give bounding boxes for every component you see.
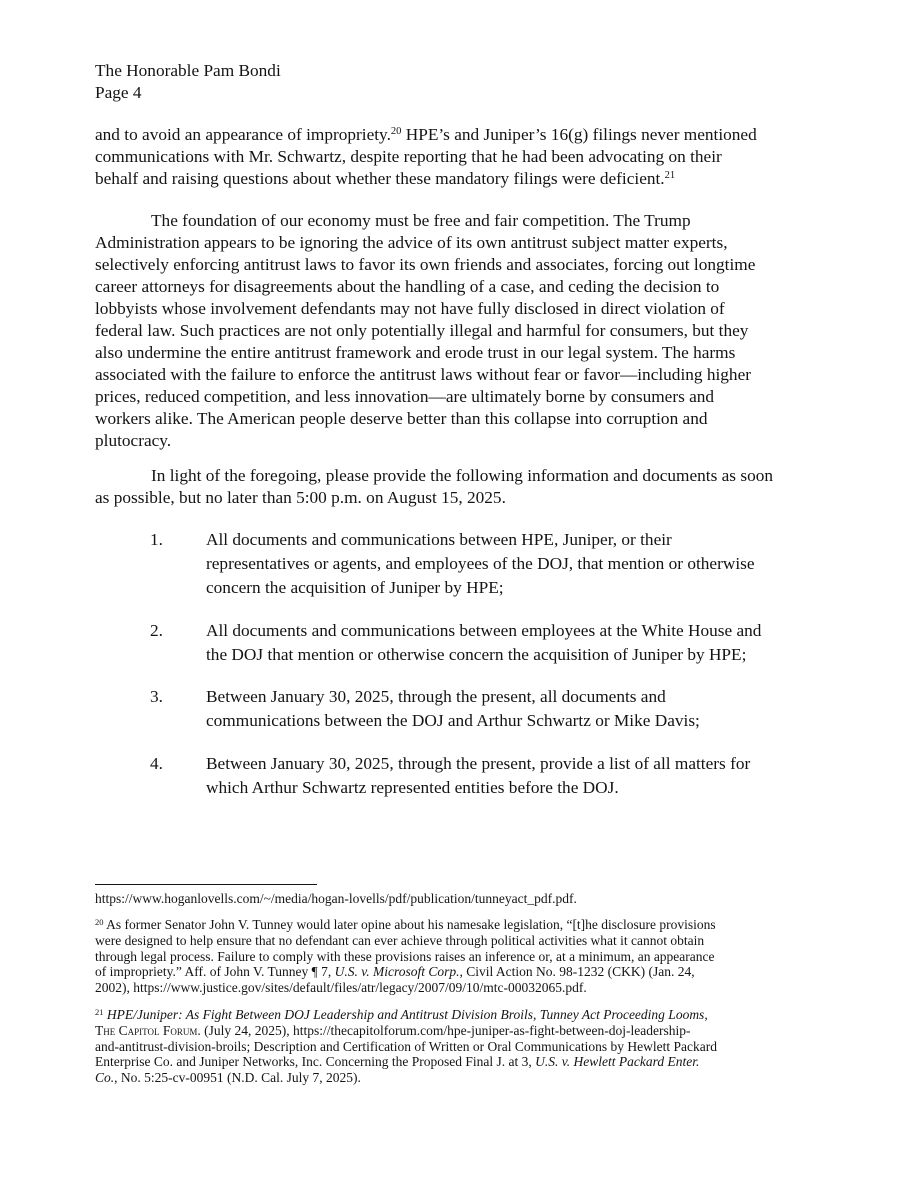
footnote-separator [95, 884, 317, 885]
case-citation: U.S. v. Hewlett Packard Enter. [535, 1054, 700, 1070]
paragraph-competition [95, 210, 825, 452]
footnote-21 [95, 1007, 717, 1086]
text-line: workers alike. The American people deserve better than this collapse into corruption and [95, 409, 708, 428]
request-text [206, 619, 761, 667]
text-segment: , [704, 1007, 708, 1022]
request-number: 2. [150, 621, 163, 640]
request-number: 4. [150, 754, 163, 773]
footnote-20 [95, 917, 716, 996]
paragraph-request-intro [95, 465, 825, 509]
request-text [206, 528, 755, 600]
paragraph-continuation [95, 124, 825, 190]
text-line: The foundation of our economy must be free and fair competition. The Trump [151, 211, 691, 230]
text-segment: . (July 24, 2025), https://thecapitolforum.com/hpe-juniper-as-fight-between-doj-leadership- [197, 1022, 691, 1038]
text-segment: Civil Action No. 98-1232 (CKK) (Jan. 24, [462, 964, 695, 980]
footnote-line: were designed to help ensure that no defendant can ever achieve through political activities what it cannot obtain [95, 932, 705, 948]
text-line: Between January 30, 2025, through the present, all documents and [206, 687, 666, 706]
text-line: the DOJ that mention or otherwise concern the acquisition of Juniper by HPE; [206, 645, 747, 664]
footnote-line [95, 1054, 717, 1070]
footnote-line [95, 1007, 717, 1023]
article-title: HPE/Juniper: As Fight Between DOJ Leadership and Antitrust Division Broils, Tunney Act Proceeding Looms [103, 1007, 705, 1022]
text-segment: As former Senator John V. Tunney would later opine about his namesake legislation, “[t]he disclosure provisions [103, 917, 716, 932]
text-line: associated with the failure to enforce the antitrust laws without fear or favor—including higher [95, 365, 751, 384]
text-line [95, 124, 825, 146]
text-line: also undermine the entire antitrust framework and erode trust in our legal system. The harms [95, 343, 736, 362]
text-line: plutocracy. [95, 431, 172, 450]
text-line: federal law. Such practices are not only potentially illegal and harmful for consumers, but they [95, 321, 749, 340]
footnote-marker: 20 [95, 917, 104, 927]
text-segment: HPE’s and Juniper’s 16(g) filings never mentioned [401, 125, 757, 144]
request-number: 3. [150, 687, 163, 706]
footnote-line [95, 917, 716, 933]
footnote-line [95, 1070, 717, 1086]
addressee: The Honorable Pam Bondi [95, 61, 281, 80]
page-number: Page 4 [95, 83, 142, 102]
footnote-line: through legal process. Failure to comply with these provisions raises an inference or, at a minimum, an appearance [95, 948, 715, 964]
text-line: which Arthur Schwartz represented entities before the DOJ. [206, 778, 619, 797]
text-line: communications with Mr. Schwartz, despite reporting that he had been advocating on their [95, 147, 722, 166]
footnote-line: 2002), https://www.justice.gov/sites/default/files/atr/legacy/2007/09/10/mtc-00032065.pdf. [95, 980, 587, 996]
page-header [95, 60, 281, 104]
text-segment: Enterprise Co. and Juniper Networks, Inc. Concerning the Proposed Final J. at 3, [95, 1054, 536, 1070]
text-segment: behalf and raising questions about whether these mandatory filings were deficient. [95, 169, 665, 188]
footnote-ref-21: 21 [664, 170, 676, 181]
text-line: representatives or agents, and employees of the DOJ, that mention or otherwise [206, 554, 755, 573]
footnote-line: https://www.hoganlovells.com/~/media/hogan-lovells/pdf/publication/tunneyact_pdf.pdf. [95, 891, 577, 906]
footnote-continuation [95, 891, 577, 907]
text-line: communications between the DOJ and Arthur Schwartz or Mike Davis; [206, 711, 700, 730]
case-citation: Co. [95, 1070, 115, 1086]
footnote-ref-20: 20 [390, 126, 402, 137]
text-line: lobbyists whose involvement defendants may not have fully disclosed in direct violation of [95, 299, 725, 318]
footnote-line: and-antitrust-division-broils; Description and Certification of Written or Oral Communications by Hewlett Packard [95, 1038, 717, 1054]
text-line: as possible, but no later than 5:00 p.m. on August 15, 2025. [95, 488, 506, 507]
text-line: Between January 30, 2025, through the present, provide a list of all matters for [206, 754, 751, 773]
text-line: All documents and communications between employees at the White House and [206, 621, 762, 640]
text-segment: , No. 5:25-cv-00951 (N.D. Cal. July 7, 2025). [114, 1070, 361, 1086]
request-text [206, 685, 700, 733]
footnote-marker: 21 [95, 1007, 104, 1017]
case-citation: U.S. v. Microsoft Corp., [334, 964, 463, 980]
footnote-line [95, 1023, 717, 1039]
text-line: In light of the foregoing, please provide the following information and documents as soon [151, 466, 773, 485]
text-segment: and to avoid an appearance of impropriety. [95, 125, 391, 144]
text-line: selectively enforcing antitrust laws to favor its own friends and associates, forcing out longtime [95, 255, 756, 274]
text-line: prices, reduced competition, and less innovation—are ultimately borne by consumers and [95, 387, 715, 406]
text-line: career attorneys for disagreements about the handling of a case, and ceding the decision to [95, 277, 720, 296]
text-line [95, 168, 825, 190]
request-number: 1. [150, 530, 163, 549]
publication-name: The Capitol Forum [95, 1022, 198, 1038]
text-line: All documents and communications between HPE, Juniper, or their [206, 530, 672, 549]
text-line: Administration appears to be ignoring the advice of its own antitrust subject matter experts, [95, 233, 728, 252]
request-text [206, 752, 750, 800]
footnote-line [95, 964, 716, 980]
text-segment: of impropriety.” Aff. of John V. Tunney ¶ 7, [95, 964, 335, 980]
text-line: concern the acquisition of Juniper by HPE; [206, 578, 504, 597]
